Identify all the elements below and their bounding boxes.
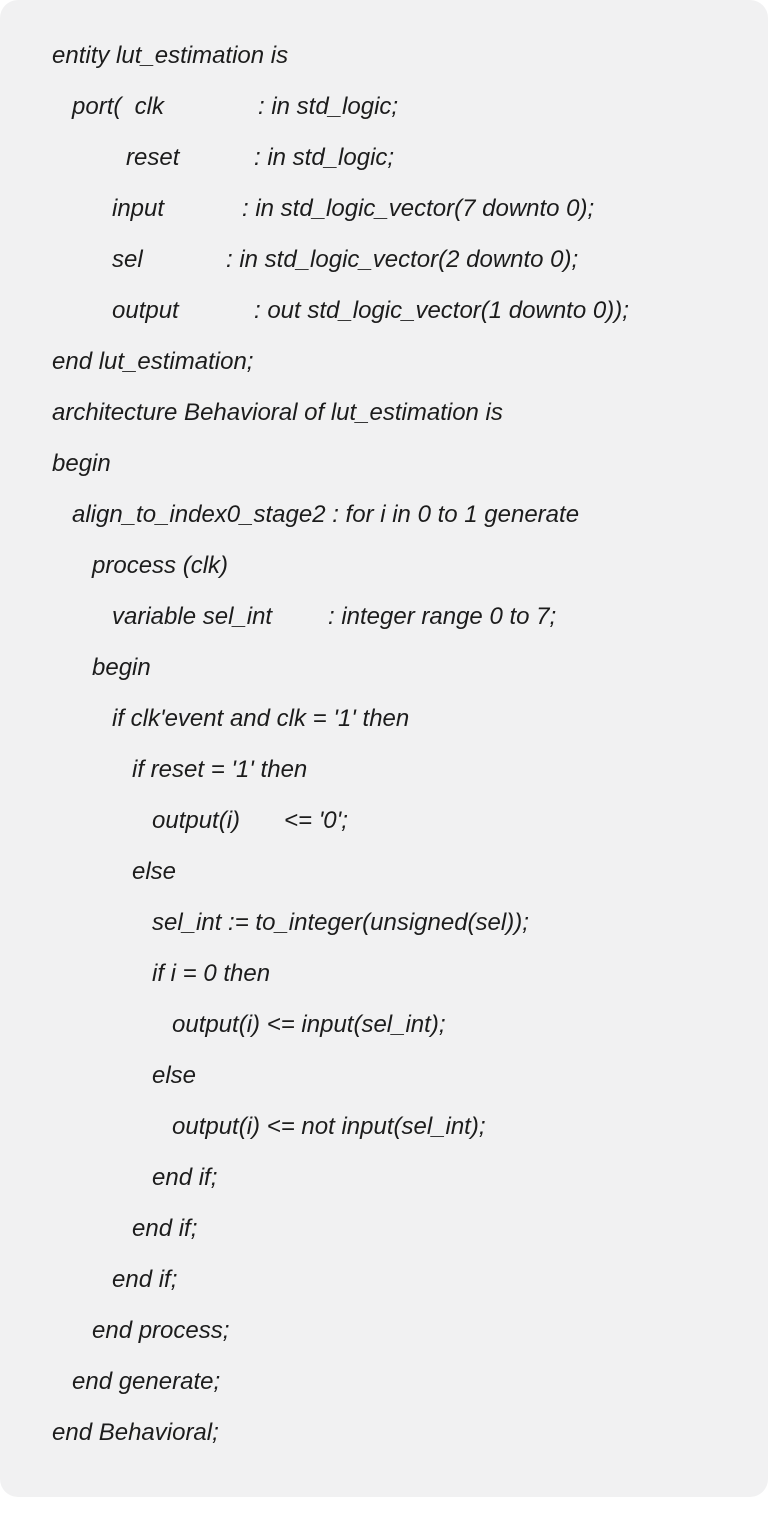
- code-text: end if;: [112, 1266, 178, 1293]
- code-line: [52, 954, 271, 994]
- code-declaration: : integer range 0 to 7;: [328, 603, 557, 630]
- code-text: reset: [126, 144, 180, 171]
- code-text: else: [152, 1062, 197, 1089]
- code-text: output: [112, 297, 179, 324]
- code-declaration: : out std_logic_vector(1 downto 0));: [254, 297, 629, 324]
- code-line: [52, 342, 254, 382]
- code-line: [52, 750, 308, 790]
- code-line: [52, 138, 395, 178]
- code-text: sel_int := to_integer(unsigned(sel));: [152, 909, 529, 936]
- code-line: [52, 648, 151, 688]
- code-text: sel: [112, 246, 143, 273]
- code-line: [52, 189, 595, 229]
- code-text: begin: [52, 450, 111, 477]
- code-declaration: : in std_logic;: [258, 93, 399, 120]
- code-line: [52, 1311, 230, 1351]
- code-text: if reset = '1' then: [132, 756, 308, 783]
- code-line: [52, 546, 229, 586]
- code-line: [52, 36, 289, 76]
- code-line: [52, 903, 529, 943]
- code-line: [52, 240, 579, 280]
- code-line: [52, 597, 557, 637]
- code-line: [52, 1362, 221, 1402]
- code-text: end if;: [132, 1215, 198, 1242]
- code-text: architecture Behavioral of lut_estimation is: [52, 399, 503, 426]
- code-text: variable sel_int: [112, 603, 273, 630]
- code-line: [52, 801, 348, 841]
- code-text: begin: [92, 654, 151, 681]
- code-text: end process;: [92, 1317, 230, 1344]
- code-text: port( clk: [72, 93, 165, 120]
- code-line: [52, 393, 503, 433]
- code-line: [52, 852, 177, 892]
- code-text: output(i) <= input(sel_int);: [172, 1011, 446, 1038]
- code-text: if clk'event and clk = '1' then: [112, 705, 410, 732]
- code-text: if i = 0 then: [152, 960, 271, 987]
- code-text: align_to_index0_stage2 : for i in 0 to 1 generate: [72, 501, 580, 528]
- code-line: [52, 87, 399, 127]
- code-declaration: : in std_logic_vector(7 downto 0);: [242, 195, 595, 222]
- code-text: end Behavioral;: [52, 1419, 219, 1446]
- code-text: input: [112, 195, 165, 222]
- code-line: [52, 495, 580, 535]
- code-declaration: : in std_logic;: [254, 144, 395, 171]
- code-line: [52, 1158, 218, 1198]
- code-text: end if;: [152, 1164, 218, 1191]
- code-line: [52, 444, 111, 484]
- code-line: [52, 1260, 178, 1300]
- code-declaration: <= '0';: [284, 807, 348, 834]
- code-line: [52, 1107, 486, 1147]
- code-text: entity lut_estimation is: [52, 42, 289, 69]
- code-text: end lut_estimation;: [52, 348, 254, 375]
- code-text: output(i) <= not input(sel_int);: [172, 1113, 486, 1140]
- code-line: [52, 1209, 198, 1249]
- code-text: output(i): [152, 807, 241, 834]
- code-text: process (clk): [92, 552, 229, 579]
- code-declaration: : in std_logic_vector(2 downto 0);: [226, 246, 579, 273]
- code-line: [52, 291, 629, 331]
- code-text: end generate;: [72, 1368, 221, 1395]
- code-text: else: [132, 858, 177, 885]
- code-line: [52, 699, 410, 739]
- code-line: [52, 1056, 197, 1096]
- code-line: [52, 1413, 219, 1453]
- code-line: [52, 1005, 446, 1045]
